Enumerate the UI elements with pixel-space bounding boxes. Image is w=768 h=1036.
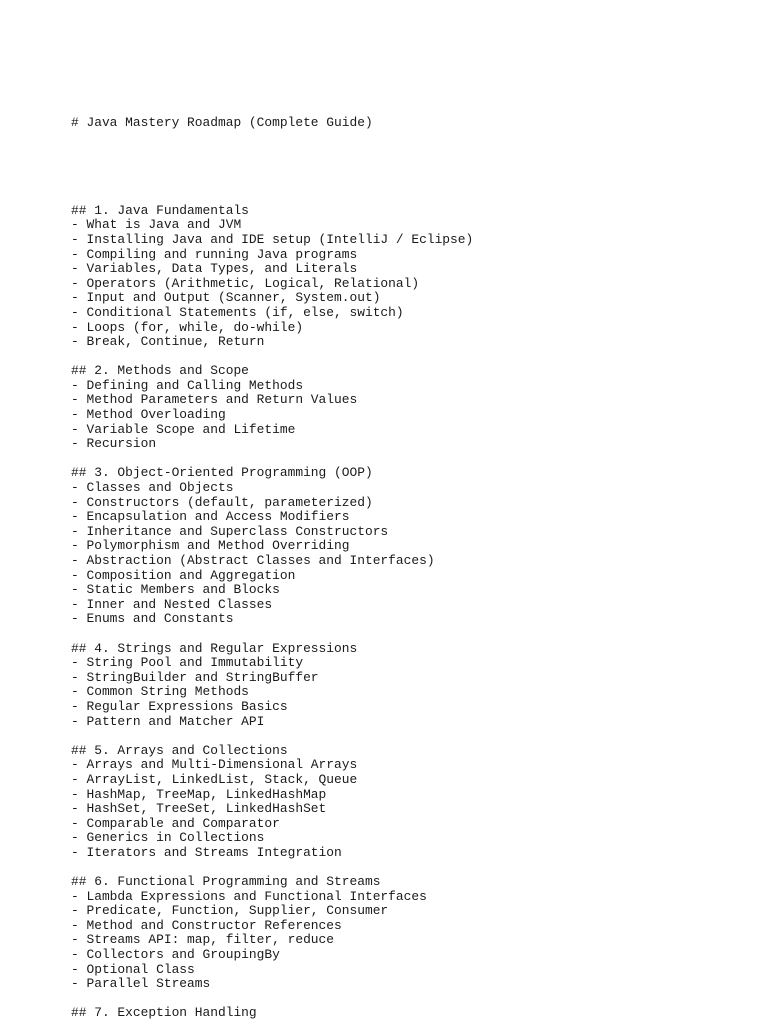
section-heading: ## 6. Functional Programming and Streams bbox=[71, 874, 381, 890]
list-item: - Parallel Streams bbox=[71, 976, 211, 992]
list-item: - Comparable and Comparator bbox=[71, 815, 280, 831]
section-2 bbox=[71, 364, 731, 466]
section-heading: ## 2. Methods and Scope bbox=[71, 363, 249, 379]
list-item: - Method and Constructor References bbox=[71, 917, 342, 933]
list-item: - Method Parameters and Return Values bbox=[71, 392, 358, 408]
list-item: - Generics in Collections bbox=[71, 830, 265, 846]
list-item: - Encapsulation and Access Modifiers bbox=[71, 509, 350, 525]
blank-line bbox=[71, 350, 731, 365]
section-6 bbox=[71, 875, 731, 1006]
document-title: # Java Mastery Roadmap (Complete Guide) bbox=[71, 115, 373, 131]
section-3 bbox=[71, 466, 731, 641]
list-item: - Enums and Constants bbox=[71, 611, 234, 627]
section-heading: ## 3. Object-Oriented Programming (OOP) bbox=[71, 465, 373, 481]
list-item: - Variable Scope and Lifetime bbox=[71, 421, 296, 437]
blank-line bbox=[71, 992, 731, 1007]
list-item: - Classes and Objects bbox=[71, 480, 234, 496]
list-item: - HashMap, TreeMap, LinkedHashMap bbox=[71, 786, 327, 802]
section-5 bbox=[71, 744, 731, 875]
section-heading: ## 1. Java Fundamentals bbox=[71, 202, 249, 218]
sections-container bbox=[71, 204, 731, 1021]
list-item: - HashSet, TreeSet, LinkedHashSet bbox=[71, 801, 327, 817]
list-item: - Inner and Nested Classes bbox=[71, 596, 273, 612]
list-item: - Common String Methods bbox=[71, 684, 249, 700]
list-item: - Lambda Expressions and Functional Interfaces bbox=[71, 888, 427, 904]
list-item: - Streams API: map, filter, reduce bbox=[71, 932, 335, 948]
list-item: - Optional Class bbox=[71, 961, 195, 977]
section-1 bbox=[71, 204, 731, 365]
list-item: - Arrays and Multi-Dimensional Arrays bbox=[71, 757, 358, 773]
list-item: - Variables, Data Types, and Literals bbox=[71, 261, 358, 277]
list-item: - ArrayList, LinkedList, Stack, Queue bbox=[71, 771, 358, 787]
document-body bbox=[71, 87, 731, 1036]
list-item: - Inheritance and Superclass Constructors bbox=[71, 523, 389, 539]
list-item: - Defining and Calling Methods bbox=[71, 377, 304, 393]
list-item: - Method Overloading bbox=[71, 407, 226, 423]
list-item: - Regular Expressions Basics bbox=[71, 698, 288, 714]
list-item: - Break, Continue, Return bbox=[71, 334, 265, 350]
section-7 bbox=[71, 1006, 731, 1021]
blank-line bbox=[71, 452, 731, 467]
list-item: - Iterators and Streams Integration bbox=[71, 844, 342, 860]
blank-line bbox=[71, 860, 731, 875]
list-item: - Recursion bbox=[71, 436, 157, 452]
list-item: - Collectors and GroupingBy bbox=[71, 947, 280, 963]
list-item: - Predicate, Function, Supplier, Consumer bbox=[71, 903, 389, 919]
blank-line bbox=[71, 627, 731, 642]
section-heading: ## 4. Strings and Regular Expressions bbox=[71, 640, 358, 656]
list-item: - Installing Java and IDE setup (IntelliJ / Eclipse) bbox=[71, 231, 474, 247]
section-heading: ## 5. Arrays and Collections bbox=[71, 742, 288, 758]
list-item: - Pattern and Matcher API bbox=[71, 713, 265, 729]
section-heading: ## 7. Exception Handling bbox=[71, 1005, 257, 1021]
list-item: - Input and Output (Scanner, System.out) bbox=[71, 290, 381, 306]
list-item: - Polymorphism and Method Overriding bbox=[71, 538, 350, 554]
list-item: - Constructors (default, parameterized) bbox=[71, 494, 373, 510]
list-item: - Static Members and Blocks bbox=[71, 582, 280, 598]
list-item: - String Pool and Immutability bbox=[71, 655, 304, 671]
section-4 bbox=[71, 642, 731, 744]
list-item: - Compiling and running Java programs bbox=[71, 246, 358, 262]
blank-line bbox=[71, 160, 731, 175]
list-item: - Loops (for, while, do-while) bbox=[71, 319, 304, 335]
list-item: - What is Java and JVM bbox=[71, 217, 242, 233]
list-item: - Conditional Statements (if, else, switch) bbox=[71, 304, 404, 320]
list-item: - StringBuilder and StringBuffer bbox=[71, 669, 319, 685]
list-item: - Operators (Arithmetic, Logical, Relational) bbox=[71, 275, 420, 291]
list-item: - Composition and Aggregation bbox=[71, 567, 296, 583]
blank-line bbox=[71, 729, 731, 744]
list-item: - Abstraction (Abstract Classes and Interfaces) bbox=[71, 553, 435, 568]
